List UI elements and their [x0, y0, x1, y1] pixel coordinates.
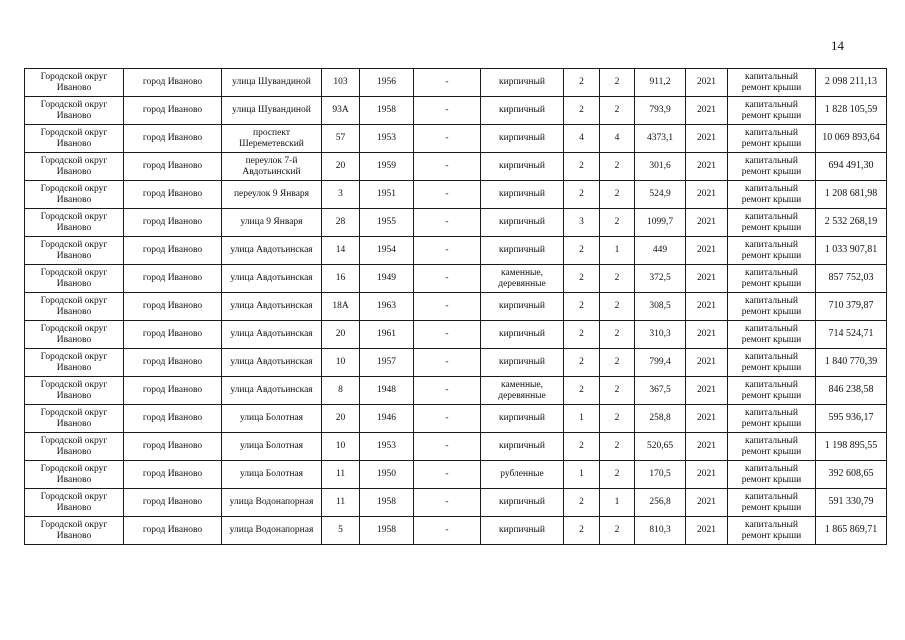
house-number-cell: 8 [322, 377, 360, 405]
settlement-cell: город Иваново [124, 293, 222, 321]
planned-year-cell: 2021 [686, 69, 728, 97]
planned-year-cell: 2021 [686, 377, 728, 405]
house-number-cell: 28 [322, 209, 360, 237]
last-repair-year-cell: - [414, 237, 481, 265]
floors-cell: 1 [564, 461, 600, 489]
street-cell: улица Авдотьинская [222, 321, 322, 349]
street-cell: улица Болотная [222, 433, 322, 461]
page-number: 14 [831, 38, 844, 53]
cost-cell: 2 098 211,13 [816, 69, 887, 97]
last-repair-year-cell: - [414, 181, 481, 209]
settlement-cell: город Иваново [124, 237, 222, 265]
municipality-cell: Городской округ Иваново [25, 293, 124, 321]
work-type-cell: капитальный ремонт крыши [728, 349, 816, 377]
area-cell: 520,65 [635, 433, 686, 461]
floors-cell: 3 [564, 209, 600, 237]
settlement-cell: город Иваново [124, 265, 222, 293]
entrances-cell: 2 [600, 293, 635, 321]
entrances-cell: 2 [600, 153, 635, 181]
municipality-cell: Городской округ Иваново [25, 125, 124, 153]
last-repair-year-cell: - [414, 293, 481, 321]
settlement-cell: город Иваново [124, 405, 222, 433]
house-number-cell: 11 [322, 489, 360, 517]
house-number-cell: 18А [322, 293, 360, 321]
last-repair-year-cell: - [414, 405, 481, 433]
planned-year-cell: 2021 [686, 517, 728, 545]
work-type-cell: капитальный ремонт крыши [728, 265, 816, 293]
build-year-cell: 1958 [360, 489, 414, 517]
wall-material-cell: каменные, деревянные [481, 265, 564, 293]
table-row [25, 69, 887, 97]
street-cell: улица Болотная [222, 461, 322, 489]
municipality-cell: Городской округ Иваново [25, 433, 124, 461]
settlement-cell: город Иваново [124, 125, 222, 153]
work-type-cell: капитальный ремонт крыши [728, 461, 816, 489]
build-year-cell: 1959 [360, 153, 414, 181]
cost-cell: 1 840 770,39 [816, 349, 887, 377]
street-cell: переулок 7-й Авдотьинский [222, 153, 322, 181]
build-year-cell: 1958 [360, 517, 414, 545]
planned-year-cell: 2021 [686, 265, 728, 293]
planned-year-cell: 2021 [686, 181, 728, 209]
area-cell: 308,5 [635, 293, 686, 321]
cost-cell: 857 752,03 [816, 265, 887, 293]
build-year-cell: 1956 [360, 69, 414, 97]
wall-material-cell: каменные, деревянные [481, 377, 564, 405]
table-row [25, 209, 887, 237]
build-year-cell: 1961 [360, 321, 414, 349]
house-number-cell: 20 [322, 153, 360, 181]
planned-year-cell: 2021 [686, 97, 728, 125]
floors-cell: 2 [564, 69, 600, 97]
area-cell: 799,4 [635, 349, 686, 377]
build-year-cell: 1963 [360, 293, 414, 321]
house-number-cell: 103 [322, 69, 360, 97]
municipality-cell: Городской округ Иваново [25, 461, 124, 489]
work-type-cell: капитальный ремонт крыши [728, 97, 816, 125]
house-number-cell: 11 [322, 461, 360, 489]
work-type-cell: капитальный ремонт крыши [728, 153, 816, 181]
table-row [25, 293, 887, 321]
build-year-cell: 1957 [360, 349, 414, 377]
settlement-cell: город Иваново [124, 489, 222, 517]
cost-cell: 710 379,87 [816, 293, 887, 321]
wall-material-cell: кирпичный [481, 237, 564, 265]
wall-material-cell: кирпичный [481, 181, 564, 209]
wall-material-cell: кирпичный [481, 321, 564, 349]
work-type-cell: капитальный ремонт крыши [728, 209, 816, 237]
house-number-cell: 3 [322, 181, 360, 209]
street-cell: улица Авдотьинская [222, 349, 322, 377]
work-type-cell: капитальный ремонт крыши [728, 489, 816, 517]
last-repair-year-cell: - [414, 433, 481, 461]
municipality-cell: Городской округ Иваново [25, 321, 124, 349]
last-repair-year-cell: - [414, 265, 481, 293]
last-repair-year-cell: - [414, 461, 481, 489]
municipality-cell: Городской округ Иваново [25, 97, 124, 125]
house-number-cell: 57 [322, 125, 360, 153]
last-repair-year-cell: - [414, 349, 481, 377]
municipality-cell: Городской округ Иваново [25, 349, 124, 377]
work-type-cell: капитальный ремонт крыши [728, 433, 816, 461]
street-cell: улица Авдотьинская [222, 293, 322, 321]
wall-material-cell: рубленные [481, 461, 564, 489]
floors-cell: 2 [564, 181, 600, 209]
floors-cell: 2 [564, 237, 600, 265]
cost-cell: 1 198 895,55 [816, 433, 887, 461]
area-cell: 793,9 [635, 97, 686, 125]
municipality-cell: Городской округ Иваново [25, 237, 124, 265]
entrances-cell: 2 [600, 69, 635, 97]
area-cell: 1099,7 [635, 209, 686, 237]
planned-year-cell: 2021 [686, 433, 728, 461]
build-year-cell: 1955 [360, 209, 414, 237]
planned-year-cell: 2021 [686, 153, 728, 181]
street-cell: улица Водонапорная [222, 489, 322, 517]
street-cell: улица Авдотьинская [222, 237, 322, 265]
work-type-cell: капитальный ремонт крыши [728, 125, 816, 153]
build-year-cell: 1953 [360, 125, 414, 153]
cost-cell: 1 865 869,71 [816, 517, 887, 545]
cost-cell: 392 608,65 [816, 461, 887, 489]
floors-cell: 2 [564, 489, 600, 517]
house-number-cell: 20 [322, 321, 360, 349]
work-type-cell: капитальный ремонт крыши [728, 321, 816, 349]
floors-cell: 2 [564, 153, 600, 181]
house-number-cell: 14 [322, 237, 360, 265]
build-year-cell: 1954 [360, 237, 414, 265]
area-cell: 258,8 [635, 405, 686, 433]
municipality-cell: Городской округ Иваново [25, 265, 124, 293]
table-row [25, 265, 887, 293]
municipality-cell: Городской округ Иваново [25, 517, 124, 545]
entrances-cell: 1 [600, 489, 635, 517]
floors-cell: 2 [564, 265, 600, 293]
wall-material-cell: кирпичный [481, 405, 564, 433]
table-row [25, 349, 887, 377]
work-type-cell: капитальный ремонт крыши [728, 517, 816, 545]
wall-material-cell: кирпичный [481, 433, 564, 461]
area-cell: 256,8 [635, 489, 686, 517]
area-cell: 372,5 [635, 265, 686, 293]
floors-cell: 2 [564, 433, 600, 461]
entrances-cell: 2 [600, 433, 635, 461]
house-number-cell: 20 [322, 405, 360, 433]
last-repair-year-cell: - [414, 125, 481, 153]
cost-cell: 694 491,30 [816, 153, 887, 181]
municipality-cell: Городской округ Иваново [25, 69, 124, 97]
floors-cell: 2 [564, 321, 600, 349]
settlement-cell: город Иваново [124, 69, 222, 97]
settlement-cell: город Иваново [124, 153, 222, 181]
table-row [25, 125, 887, 153]
municipality-cell: Городской округ Иваново [25, 489, 124, 517]
table-row [25, 181, 887, 209]
wall-material-cell: кирпичный [481, 97, 564, 125]
entrances-cell: 2 [600, 349, 635, 377]
floors-cell: 4 [564, 125, 600, 153]
last-repair-year-cell: - [414, 209, 481, 237]
work-type-cell: капитальный ремонт крыши [728, 69, 816, 97]
street-cell: улица Водонапорная [222, 517, 322, 545]
entrances-cell: 4 [600, 125, 635, 153]
entrances-cell: 2 [600, 265, 635, 293]
cost-cell: 2 532 268,19 [816, 209, 887, 237]
street-cell: улица Шувандиной [222, 97, 322, 125]
last-repair-year-cell: - [414, 377, 481, 405]
wall-material-cell: кирпичный [481, 209, 564, 237]
table-row [25, 461, 887, 489]
entrances-cell: 2 [600, 209, 635, 237]
wall-material-cell: кирпичный [481, 153, 564, 181]
wall-material-cell: кирпичный [481, 125, 564, 153]
floors-cell: 2 [564, 377, 600, 405]
settlement-cell: город Иваново [124, 433, 222, 461]
wall-material-cell: кирпичный [481, 293, 564, 321]
build-year-cell: 1949 [360, 265, 414, 293]
build-year-cell: 1951 [360, 181, 414, 209]
entrances-cell: 2 [600, 321, 635, 349]
work-type-cell: капитальный ремонт крыши [728, 405, 816, 433]
municipality-cell: Городской округ Иваново [25, 405, 124, 433]
planned-year-cell: 2021 [686, 125, 728, 153]
table-row [25, 489, 887, 517]
area-cell: 524,9 [635, 181, 686, 209]
work-type-cell: капитальный ремонт крыши [728, 237, 816, 265]
build-year-cell: 1958 [360, 97, 414, 125]
area-cell: 367,5 [635, 377, 686, 405]
building-repair-table [24, 68, 887, 545]
build-year-cell: 1946 [360, 405, 414, 433]
table-row [25, 433, 887, 461]
area-cell: 4373,1 [635, 125, 686, 153]
settlement-cell: город Иваново [124, 209, 222, 237]
entrances-cell: 1 [600, 237, 635, 265]
settlement-cell: город Иваново [124, 461, 222, 489]
build-year-cell: 1950 [360, 461, 414, 489]
settlement-cell: город Иваново [124, 517, 222, 545]
wall-material-cell: кирпичный [481, 517, 564, 545]
area-cell: 449 [635, 237, 686, 265]
entrances-cell: 2 [600, 181, 635, 209]
cost-cell: 10 069 893,64 [816, 125, 887, 153]
area-cell: 810,3 [635, 517, 686, 545]
settlement-cell: город Иваново [124, 321, 222, 349]
cost-cell: 595 936,17 [816, 405, 887, 433]
build-year-cell: 1948 [360, 377, 414, 405]
last-repair-year-cell: - [414, 153, 481, 181]
table-body [25, 69, 887, 545]
last-repair-year-cell: - [414, 489, 481, 517]
cost-cell: 846 238,58 [816, 377, 887, 405]
cost-cell: 714 524,71 [816, 321, 887, 349]
settlement-cell: город Иваново [124, 181, 222, 209]
street-cell: улица Шувандиной [222, 69, 322, 97]
house-number-cell: 5 [322, 517, 360, 545]
area-cell: 170,5 [635, 461, 686, 489]
settlement-cell: город Иваново [124, 377, 222, 405]
house-number-cell: 10 [322, 433, 360, 461]
settlement-cell: город Иваново [124, 349, 222, 377]
work-type-cell: капитальный ремонт крыши [728, 377, 816, 405]
last-repair-year-cell: - [414, 517, 481, 545]
last-repair-year-cell: - [414, 69, 481, 97]
last-repair-year-cell: - [414, 97, 481, 125]
cost-cell: 1 208 681,98 [816, 181, 887, 209]
entrances-cell: 2 [600, 97, 635, 125]
planned-year-cell: 2021 [686, 349, 728, 377]
table-row [25, 237, 887, 265]
entrances-cell: 2 [600, 405, 635, 433]
entrances-cell: 2 [600, 517, 635, 545]
floors-cell: 2 [564, 517, 600, 545]
street-cell: улица Болотная [222, 405, 322, 433]
municipality-cell: Городской округ Иваново [25, 181, 124, 209]
area-cell: 310,3 [635, 321, 686, 349]
cost-cell: 1 033 907,81 [816, 237, 887, 265]
street-cell: проспект Шереметевский [222, 125, 322, 153]
last-repair-year-cell: - [414, 321, 481, 349]
street-cell: улица Авдотьинская [222, 265, 322, 293]
table-row [25, 153, 887, 181]
area-cell: 911,2 [635, 69, 686, 97]
house-number-cell: 93А [322, 97, 360, 125]
entrances-cell: 2 [600, 377, 635, 405]
area-cell: 301,6 [635, 153, 686, 181]
table-row [25, 97, 887, 125]
street-cell: переулок 9 Января [222, 181, 322, 209]
settlement-cell: город Иваново [124, 97, 222, 125]
table-row [25, 517, 887, 545]
planned-year-cell: 2021 [686, 405, 728, 433]
floors-cell: 2 [564, 349, 600, 377]
municipality-cell: Городской округ Иваново [25, 209, 124, 237]
table-row [25, 405, 887, 433]
planned-year-cell: 2021 [686, 209, 728, 237]
municipality-cell: Городской округ Иваново [25, 153, 124, 181]
cost-cell: 1 828 105,59 [816, 97, 887, 125]
cost-cell: 591 330,79 [816, 489, 887, 517]
municipality-cell: Городской округ Иваново [25, 377, 124, 405]
house-number-cell: 10 [322, 349, 360, 377]
street-cell: улица Авдотьинская [222, 377, 322, 405]
planned-year-cell: 2021 [686, 489, 728, 517]
wall-material-cell: кирпичный [481, 489, 564, 517]
build-year-cell: 1953 [360, 433, 414, 461]
planned-year-cell: 2021 [686, 293, 728, 321]
house-number-cell: 16 [322, 265, 360, 293]
table-row [25, 377, 887, 405]
table-row [25, 321, 887, 349]
work-type-cell: капитальный ремонт крыши [728, 293, 816, 321]
wall-material-cell: кирпичный [481, 349, 564, 377]
floors-cell: 1 [564, 405, 600, 433]
entrances-cell: 2 [600, 461, 635, 489]
work-type-cell: капитальный ремонт крыши [728, 181, 816, 209]
floors-cell: 2 [564, 293, 600, 321]
street-cell: улица 9 Января [222, 209, 322, 237]
planned-year-cell: 2021 [686, 461, 728, 489]
wall-material-cell: кирпичный [481, 69, 564, 97]
planned-year-cell: 2021 [686, 321, 728, 349]
floors-cell: 2 [564, 97, 600, 125]
planned-year-cell: 2021 [686, 237, 728, 265]
